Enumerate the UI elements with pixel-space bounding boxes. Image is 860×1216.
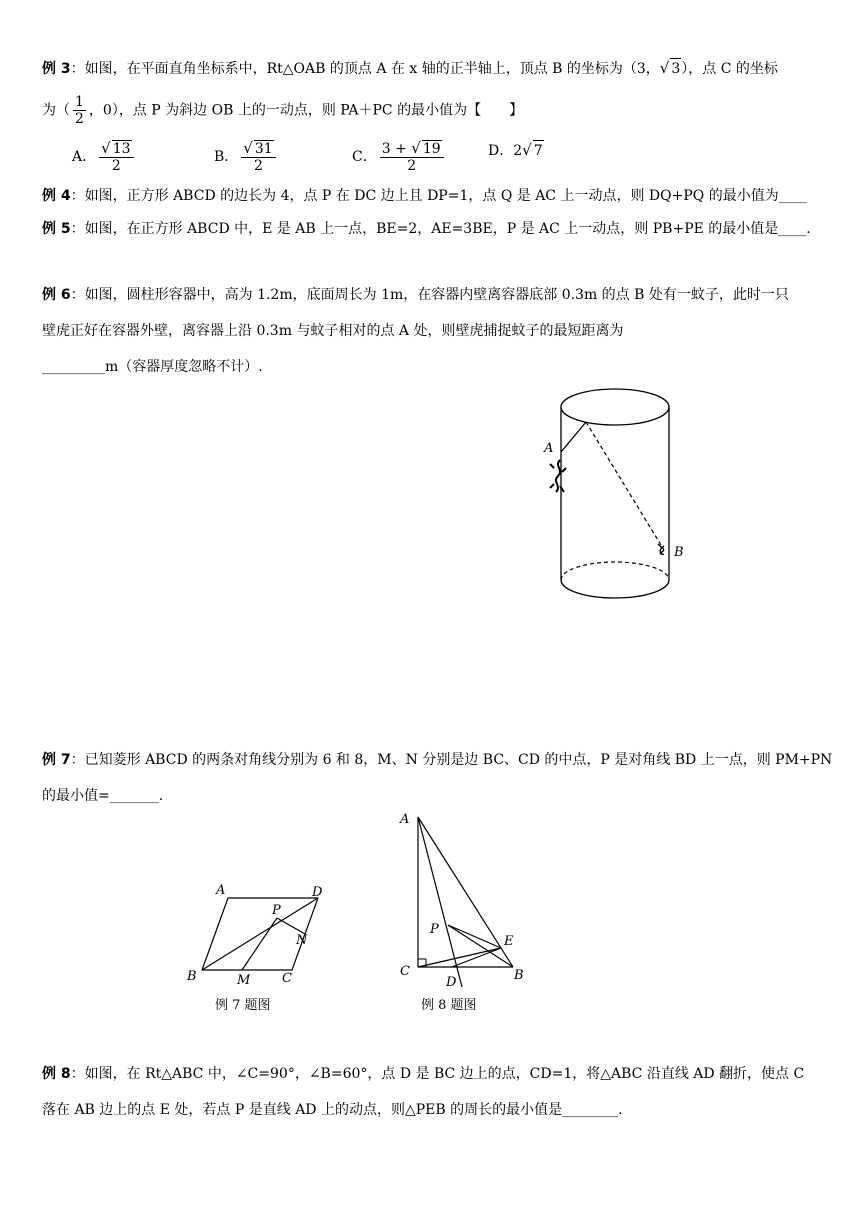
ex8-line1 (42, 1064, 804, 1084)
ex3-option-d: D．2√ 7 (488, 141, 543, 159)
label-d: D (446, 975, 457, 990)
dashed-path-to-b (586, 422, 664, 550)
side-ab (418, 817, 513, 967)
fraction-denominator: 2 (111, 158, 121, 174)
label-n: N (296, 933, 308, 948)
sqrt-sign: √ (659, 59, 670, 77)
ex6-line1 (42, 285, 789, 305)
option-letter: D． (488, 143, 514, 159)
ex7-line1 (42, 750, 832, 770)
ex7-text-1: ：已知菱形 ABCD 的两条对角线分别为 6 和 8，M、N 分别是边 BC、CD 的中点，P 是对角线 BD 上一点，则 PM+PN (70, 752, 833, 768)
triangle-figure (390, 805, 540, 990)
fraction-numerator: 1 (75, 94, 84, 110)
cylinder-top-ellipse (561, 389, 669, 425)
fraction-denominator: 2 (75, 111, 84, 127)
ex8-line2 (42, 1100, 623, 1120)
ex3-option-a (72, 140, 137, 174)
ex3-sqrt-b: 3 (670, 58, 681, 79)
label-e: E (504, 934, 514, 949)
ex3-line2 (42, 94, 523, 127)
ex8-label: 例 8 (42, 1066, 71, 1082)
ex6-text-1: ：如图，圆柱形容器中，高为 1.2m，底面周长为 1m，在容器内壁离容器底部 0.3m 的点 B 处有一蚊子，此时一只 (70, 287, 789, 303)
ex7-caption: 例 7 题图 (215, 998, 271, 1013)
label-a: A (400, 812, 410, 827)
ex8-text-1: ：如图，在 Rt△ABC 中，∠C=90°，∠B=60°，点 D 是 BC 边上的点，CD=1，将△ABC 沿直线 AD 翻折，使点 C (70, 1066, 805, 1082)
numerator-prefix: 3 + (381, 141, 412, 157)
option-letter: B． (214, 149, 239, 165)
label-p: P (430, 922, 439, 937)
ex3-text-1a: ：如图，在平面直角坐标系中，Rt△OAB 的顶点 A 在 x 轴的正半轴上，顶点 B 的坐标为（3， (70, 61, 660, 77)
ex5-label: 例 5 (42, 221, 71, 237)
ex3-text-2b: ，0），点 P 为斜边 OB 上的一动点，则 PA＋PC 的最小值为【 】 (88, 102, 524, 119)
radicand: 7 (533, 140, 544, 161)
radicand: 31 (254, 141, 273, 157)
ex7-line2 (42, 786, 163, 806)
ex5-line (42, 219, 811, 239)
ex6-line2 (42, 321, 623, 341)
ex8-caption: 例 8 题图 (421, 998, 477, 1013)
option-fraction (99, 140, 133, 174)
ex3-label: 例 3 (42, 61, 71, 77)
ex6-text-2: 壁虎正好在容器外壁，离容器上沿 0.3m 与蚊子相对的点 A 处，则壁虎捕捉蚊子的最短距离为 (42, 323, 624, 339)
fraction-numerator: √ 13 (99, 140, 133, 158)
ex6-line3 (42, 357, 263, 377)
label-d: D (312, 885, 323, 900)
label-c: C (282, 971, 292, 986)
label-m: M (237, 973, 251, 988)
label-b: B (187, 969, 197, 984)
ex7-text-2: 的最小值=_______. (42, 788, 164, 804)
ex3-line1 (42, 58, 778, 79)
ex4-text: ：如图，正方形 ABCD 的边长为 4，点 P 在 DC 边上且 DP=1，点 Q 是 AC 上一动点，则 DQ+PQ 的最小值为____ (70, 188, 807, 204)
option-fraction (241, 140, 275, 174)
ex4-label: 例 4 (42, 188, 71, 204)
fraction-denominator: 2 (254, 158, 263, 174)
point-a-label: A (544, 441, 554, 456)
segment-pm (242, 918, 277, 970)
gecko-icon (550, 460, 566, 492)
label-a: A (216, 883, 226, 898)
ex3-c-fraction (73, 94, 86, 127)
ex3-text-2a: 为（ (42, 102, 70, 119)
ex7-label: 例 7 (42, 752, 71, 768)
option-fraction (380, 140, 444, 174)
option-letter: A． (72, 149, 97, 165)
ex3-option-c (352, 140, 447, 174)
fraction-numerator: 3 + √ 19 (380, 140, 444, 158)
rhombus-figure (180, 880, 340, 990)
ex4-line (42, 186, 807, 206)
fraction-denominator: 2 (407, 158, 417, 174)
fraction-numerator: √ 31 (241, 140, 275, 158)
ex5-text: ：如图，在正方形 ABCD 中，E 是 AB 上一点，BE=2，AE=3BE，P 是 AC 上一动点，则 PB+PE 的最小值是____. (70, 221, 811, 237)
ex6-label: 例 6 (42, 287, 71, 303)
segment-pn (277, 918, 305, 934)
label-p: P (272, 903, 281, 918)
point-b-label: B (674, 545, 684, 560)
option-letter: C． (352, 149, 377, 165)
path-a-to-rim (561, 422, 586, 452)
coefficient: 2 (513, 143, 523, 159)
cylinder-figure (530, 380, 710, 610)
ex6-text-3: _________m（容器厚度忽略不计）. (42, 359, 263, 375)
ex8-text-2: 落在 AB 边上的点 E 处，若点 P 是直线 AD 上的动点，则△PEB 的周长的最小值是________. (42, 1102, 623, 1118)
label-b: B (514, 968, 524, 983)
ex3-text-1b: ），点 C 的坐标 (681, 61, 778, 77)
radicand: 13 (112, 141, 131, 157)
label-c: C (400, 964, 410, 979)
cylinder-bottom-back (561, 562, 669, 580)
ex3-option-b (214, 140, 279, 174)
cylinder-bottom-front (561, 580, 669, 598)
radicand: 19 (422, 141, 441, 157)
